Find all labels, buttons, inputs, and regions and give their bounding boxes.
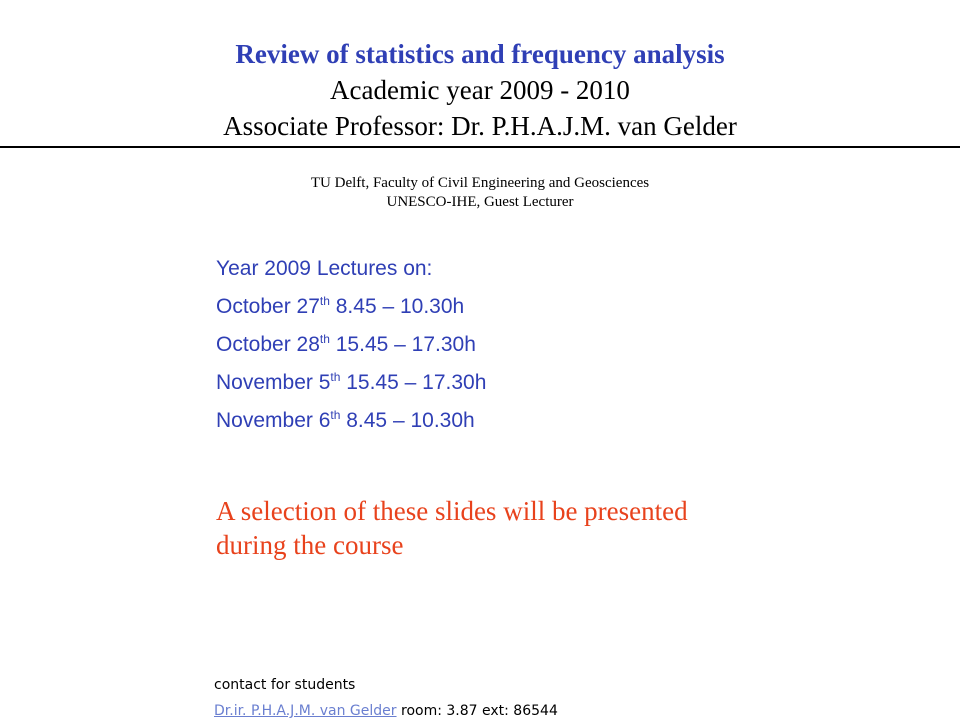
lecture-schedule xyxy=(216,250,486,440)
lecture-item xyxy=(216,364,486,402)
lecture-date: October 27 xyxy=(216,295,320,318)
academic-year: Academic year 2009 - 2010 xyxy=(330,75,630,105)
lecture-date: October 28 xyxy=(216,333,320,356)
contact-line xyxy=(214,698,558,724)
affiliations xyxy=(0,174,960,212)
contact-details: room: 3.87 ext: 86544 xyxy=(396,703,558,719)
lecture-time: 8.45 – 10.30h xyxy=(329,295,465,318)
affiliation-unesco-ihe: UNESCO-IHE, Guest Lecturer xyxy=(386,194,574,210)
affiliation-tu-delft: TU Delft, Faculty of Civil Engineering and Geosciences xyxy=(310,175,650,191)
lecture-item xyxy=(216,326,486,364)
lecture-date: November 5 xyxy=(216,371,331,394)
contact-label: contact for students xyxy=(214,677,356,693)
lecture-time: 15.45 – 17.30h xyxy=(329,333,476,356)
lecture-date-suffix: th xyxy=(319,294,330,308)
contact-info xyxy=(214,672,558,724)
lecture-time: 8.45 – 10.30h xyxy=(340,409,475,432)
lecture-date: November 6 xyxy=(216,409,331,432)
header-divider xyxy=(0,146,960,148)
slide-header xyxy=(0,36,960,144)
contact-email-link[interactable]: Dr.ir. P.H.A.J.M. van Gelder xyxy=(214,703,397,719)
lecture-date-suffix: th xyxy=(330,408,341,422)
lecture-heading: Year 2009 Lectures on: xyxy=(216,257,433,280)
slide-title: Review of statistics and frequency analysis xyxy=(235,39,725,69)
lecture-item xyxy=(216,288,486,326)
slides-notice: A selection of these slides will be presented during the course xyxy=(216,496,688,560)
professor-name: Associate Professor: Dr. P.H.A.J.M. van Gelder xyxy=(223,111,737,141)
lecture-date-suffix: th xyxy=(319,332,330,346)
lecture-date-suffix: th xyxy=(330,370,341,384)
lecture-time: 15.45 – 17.30h xyxy=(340,371,487,394)
lecture-item xyxy=(216,402,486,440)
